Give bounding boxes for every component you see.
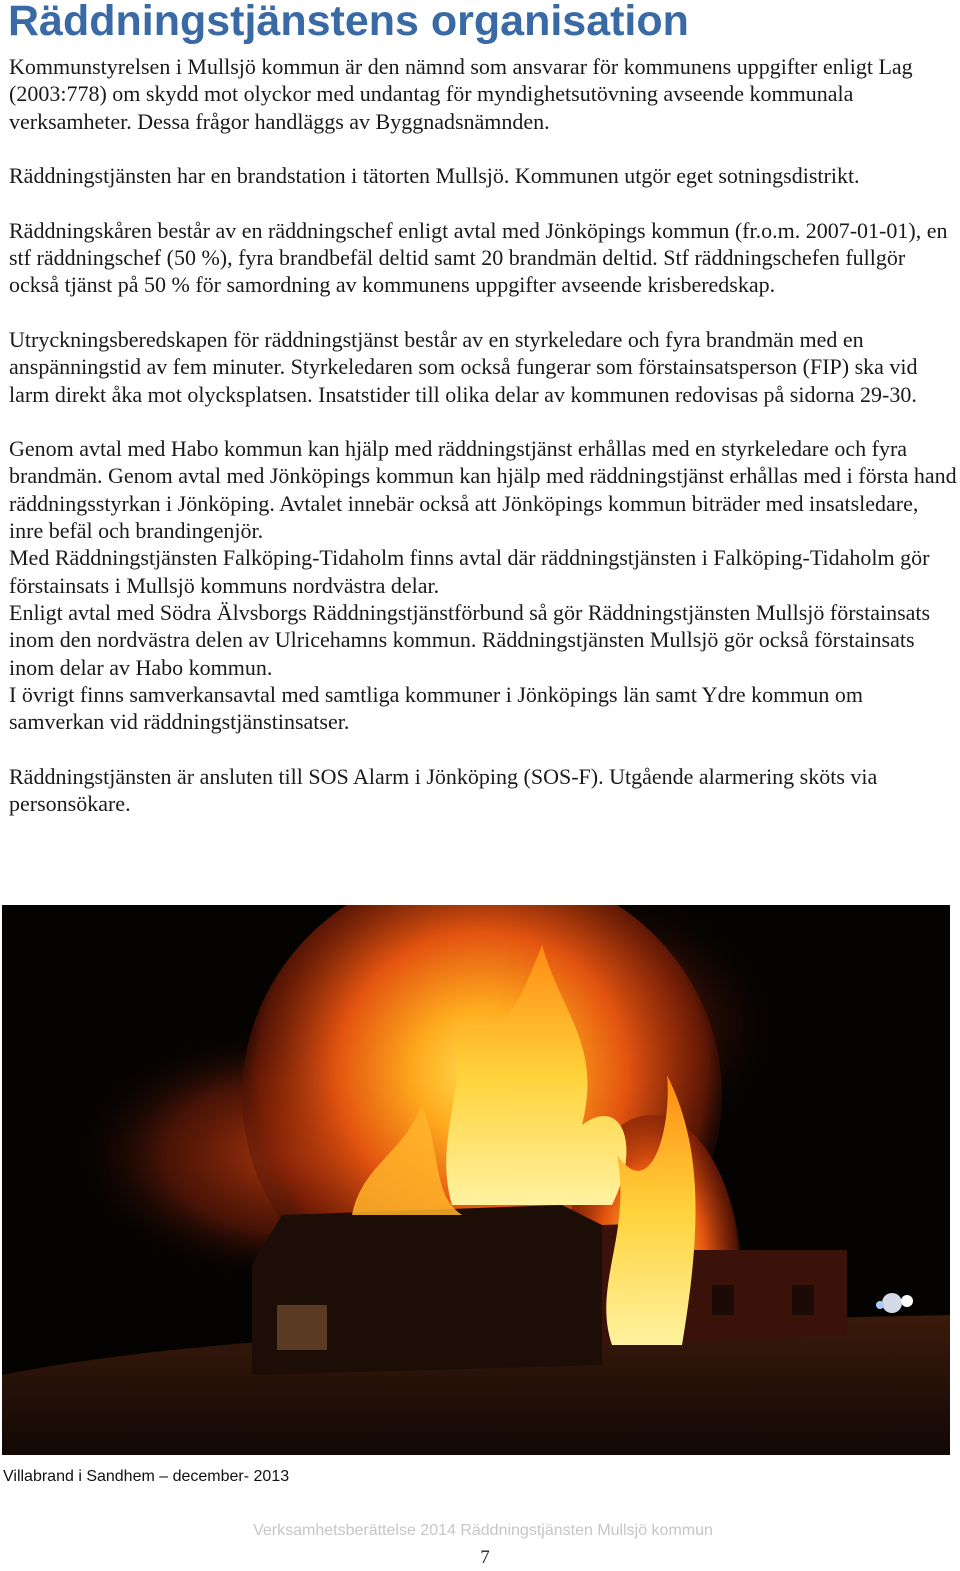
paragraph-agreements-habo-jonkoping: Genom avtal med Habo kommun kan hjälp med räddningstjänst erhållas med en styrkeledare och fyra brandmän. Genom avtal med Jönköpings kommun kan hjälp med räddningstjänst erhållas med i första hand räddningsstyrkan i Jönköping. Avtalet innebär också att Jönköpings kommun biträder med insatsledare, inre befäl och brandingenjör. [9, 436, 957, 544]
paragraph-agreement-falkoping: Med Räddningstjänsten Falköping-Tidaholm finns avtal där räddningstjänsten i Falköping-Tidaholm gör förstainsats i Mullsjö kommuns nordvästra delar. [9, 545, 930, 598]
photo-caption: Villabrand i Sandhem – december- 2013 [3, 1468, 290, 1485]
page-title: Räddningstjänstens organisation [8, 0, 689, 45]
page-footer: Verksamhetsberättelse 2014 Räddningstjänsten Mullsjö kommun [253, 1522, 713, 1539]
paragraph-organisation: Kommunstyrelsen i Mullsjö kommun är den nämnd som ansvarar för kommunens uppgifter enligt Lag (2003:778) om skydd mot olyckor med undantag för myndighetsutövning avseende kommunala verksamheter. Dessa frågor handläggs av Byggnadsnämnden. [9, 54, 913, 134]
document-body [9, 53, 957, 817]
page-number: 7 [480, 1547, 490, 1568]
paragraph-readiness: Utryckningsberedskapen för räddningstjänst består av en styrkeledare och fyra brandmän med en anspänningstid av fem minuter. Styrkeledaren som också fungerar som förstainsatsperson (FIP) ska vid larm direkt åka mot olycksplatsen. Insatstider till olika delar av kommunen redovisas på sidorna 29-30. [9, 326, 918, 407]
paragraph-cooperation: I övrigt finns samverkansavtal med samtliga kommuner i Jönköpings län samt Ydre kommun om samverkan vid räddningstjänstinsatser. [9, 681, 863, 735]
paragraph-fire-station: Räddningstjänsten har en brandstation i tätorten Mullsjö. Kommunen utgör eget sotningsdistrikt. [9, 163, 860, 189]
house-fire-photo [2, 905, 950, 1455]
paragraph-alarm: Räddningstjänsten är ansluten till SOS Alarm i Jönköping (SOS-F). Utgående alarmering sköts via personsökare. [9, 763, 878, 817]
paragraph-agreement-sodra-alvsborg: Enligt avtal med Södra Älvsborgs Räddningstjänstförbund så gör Räddningstjänsten Mullsjö förstainsats inom den nordvästra delen av Ulricehamns kommun. Räddningstjänsten Mullsjö gör också förstainsats inom delar av Habo kommun. [9, 599, 931, 680]
paragraph-staffing: Räddningskåren består av en räddningschef enligt avtal med Jönköpings kommun (fr.o.m. 2007-01-01), en stf räddningschef (50 %), fyra brandbefäl deltid samt 20 brandmän deltid. Stf räddningschefen fullgör också tjänst på 50 % för samordning av kommunens uppgifter avseende krisberedskap. [9, 217, 948, 298]
